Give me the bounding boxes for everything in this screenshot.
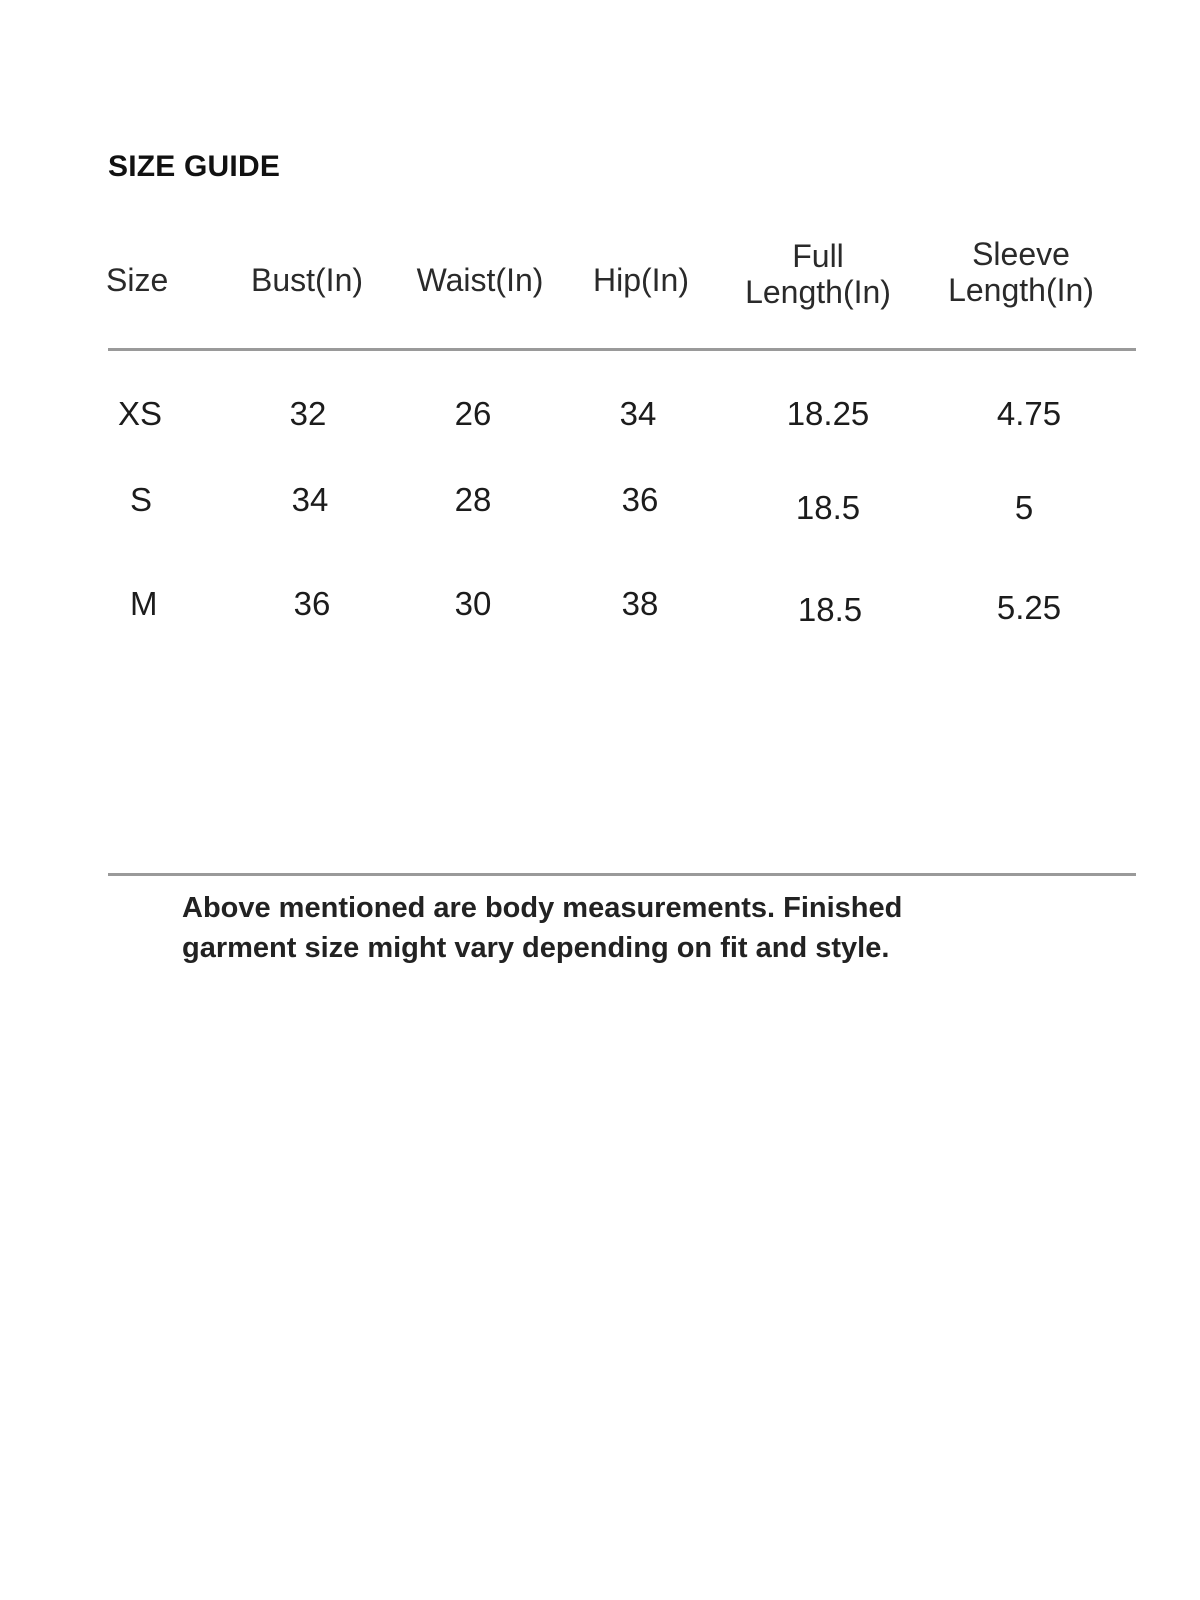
column-header-bust: Bust(In) (250, 262, 364, 298)
cell-size: XS (118, 395, 163, 432)
column-header-size: Size (106, 262, 169, 298)
table-header (108, 238, 1136, 328)
column-header-sleeve-length (936, 236, 1106, 308)
column-header-full-length-line1: Full (792, 238, 844, 274)
cell-full-length: 18.5 (797, 591, 863, 628)
cell-hip: 36 (621, 481, 659, 518)
cell-bust: 32 (289, 395, 327, 432)
cell-sleeve-length: 4.75 (996, 395, 1062, 432)
table-row (108, 394, 1136, 444)
cell-waist: 30 (454, 585, 492, 622)
cell-full-length: 18.25 (786, 395, 870, 432)
cell-hip: 38 (621, 585, 659, 622)
measurement-note (182, 888, 1062, 968)
column-header-full-length-line2: Length(In) (745, 274, 891, 310)
cell-waist: 28 (454, 481, 492, 518)
cell-waist: 26 (454, 395, 492, 432)
cell-sleeve-length: 5.25 (996, 589, 1062, 626)
cell-sleeve-length: 5 (1014, 489, 1034, 526)
table-row (108, 480, 1136, 530)
column-header-hip: Hip(In) (592, 262, 689, 298)
cell-full-length: 18.5 (795, 489, 861, 526)
page-title: SIZE GUIDE (108, 150, 281, 183)
cell-bust: 36 (293, 585, 331, 622)
column-header-waist: Waist(In) (416, 262, 544, 298)
cell-size: M (130, 585, 158, 622)
column-header-sleeve-length-line1: Sleeve (972, 236, 1070, 272)
table-row (108, 584, 1136, 634)
column-header-sleeve-length-line2: Length(In) (948, 272, 1094, 308)
cell-size: S (130, 481, 153, 518)
measurement-note-line2: garment size might vary depending on fit and style. (182, 932, 890, 964)
header-divider (108, 348, 1136, 351)
cell-bust: 34 (291, 481, 329, 518)
column-header-full-length (733, 238, 903, 310)
measurement-note-line1: Above mentioned are body measurements. Finished (182, 892, 903, 924)
footer-divider (108, 873, 1136, 876)
cell-hip: 34 (619, 395, 657, 432)
